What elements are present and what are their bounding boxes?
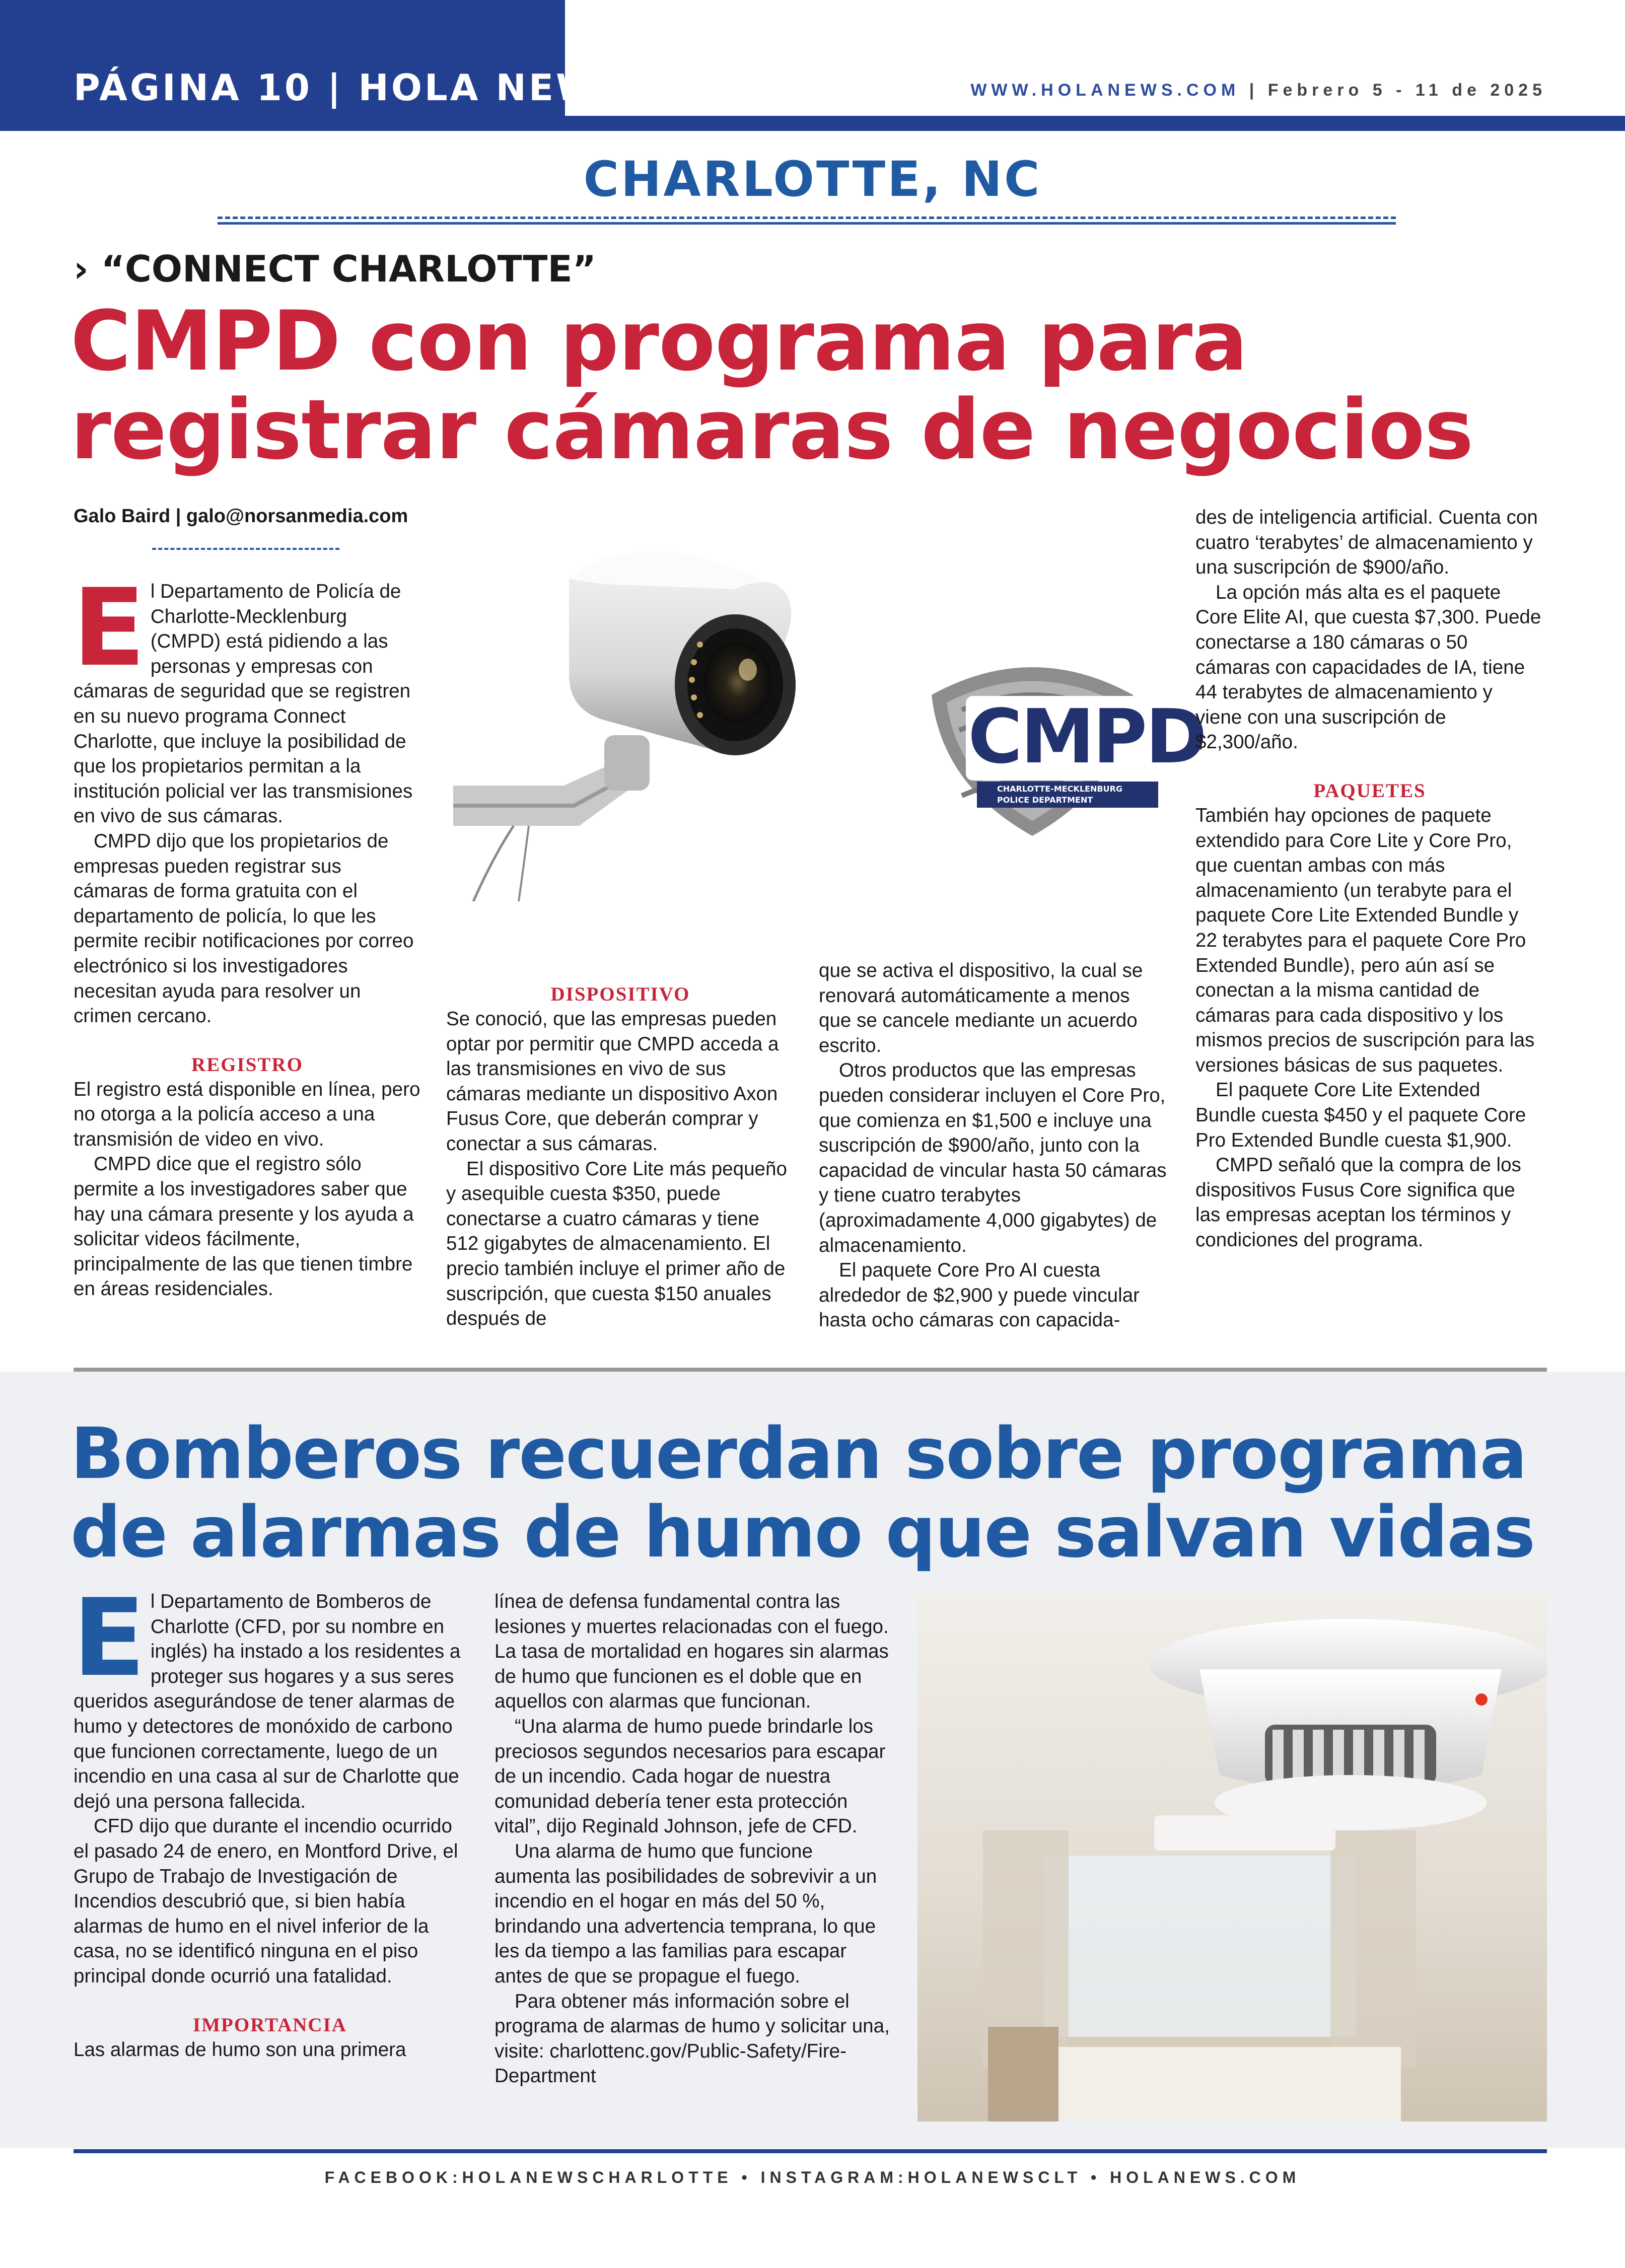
paragraph: El paquete Core Pro AI cuesta alrededor de $2,900 y puede vincular hasta ocho cámaras con capacida- bbox=[819, 1259, 1140, 1331]
paragraph: CMPD señaló que la compra de los dispositivos Fusus Core significa que las empresas aceptan los términos y condiciones del programa. bbox=[1195, 1154, 1521, 1251]
byline: Galo Baird | galo@norsanmedia.com bbox=[74, 506, 408, 527]
footer-social: FACEBOOK:HOLANEWSCHARLOTTE • INSTAGRAM:HOLANEWSCLT • HOLANEWS.COM bbox=[324, 2168, 1301, 2186]
section-title: CHARLOTTE, NC bbox=[583, 151, 1042, 207]
paragraph: CMPD dijo que los propietarios de empresas pueden registrar sus cámaras de forma gratuita con el departamento de policía, lo que les permite recibir notificaciones por correo electrónico si los investigadores necesitan ayuda para resolver un crimen cercano. bbox=[74, 830, 414, 1027]
paragraph: La opción más alta es el paquete Core Elite AI, que cuesta $7,300. Puede conectarse a 180 cámaras o 50 cámaras con capacidades de IA, tiene 44 terabytes de almacenamiento y viene con una suscripción de $2,300/año. bbox=[1195, 581, 1541, 753]
issue-date: Febrero 5 - 11 de 2025 bbox=[1267, 81, 1546, 100]
article1-column-3 bbox=[819, 958, 1167, 1333]
logo-text: CMPD bbox=[968, 693, 1206, 780]
article2-column-1 bbox=[73, 1576, 466, 2062]
drop-cap: E bbox=[73, 565, 146, 690]
site-url[interactable]: WWW.HOLANEWS.COM bbox=[970, 81, 1240, 100]
article1-column-4 bbox=[1195, 505, 1544, 1253]
article2-column-2 bbox=[494, 1589, 892, 2089]
paragraph: Para obtener más información sobre el programa de alarmas de humo y solicitar una, visite: charlottenc.gov/Public-Safety/Fire-Department bbox=[494, 1990, 890, 2087]
section-divider bbox=[218, 217, 1396, 225]
smoke-alarm-image bbox=[917, 1594, 1547, 2121]
logo-subtitle: CHARLOTTE-MECKLENBURG POLICE DEPARTMENT bbox=[977, 782, 1158, 808]
cmpd-logo bbox=[901, 650, 1206, 846]
article-kicker: › “CONNECT CHARLOTTE” bbox=[74, 248, 596, 290]
paragraph: línea de defensa fundamental contra las lesiones y muertes relacionadas con el fuego. La tasa de mortalidad en hogares sin alarmas de humo que funcionen es el doble que en aquellos con alarmas que funcionan. bbox=[494, 1591, 889, 1713]
subhead-paquetes: PAQUETES bbox=[1313, 779, 1426, 802]
footer-divider bbox=[74, 2149, 1547, 2153]
paragraph: CMPD dice que el registro sólo permite a los investigadores saber que hay una cámara presente y los ayuda a solicitar videos fácilmente, principalmente de las que tienen timbre en áreas residenciales. bbox=[74, 1153, 414, 1300]
header-bar bbox=[0, 116, 1625, 131]
page-label: PÁGINA 10 | HOLA NEWS bbox=[74, 66, 627, 109]
paragraph: El dispositivo Core Lite más pequeño y asequible cuesta $350, puede conectarse a cuatro cámaras y tiene 512 gigabytes de almacenamiento. El precio también incluye el primer año de suscripción, que cuesta $150 anuales después de bbox=[446, 1158, 787, 1330]
paragraph: Otros productos que las empresas pueden considerar incluyen el Core Pro, que comienza en $1,500 e incluye una suscripción de $900/año, junto con la capacidad de vincular hasta 50 cámaras y tiene cuatro terabytes (aproximadamente 4,000 gigabytes) de almacenamiento. bbox=[819, 1059, 1167, 1256]
subhead-registro: REGISTRO bbox=[191, 1053, 303, 1076]
paragraph: des de inteligencia artificial. Cuenta con cuatro ‘terabytes’ de almacenamiento y una suscripción de $900/año. bbox=[1195, 507, 1538, 579]
article1-column-2 bbox=[446, 982, 795, 1331]
article2-headline: Bomberos recuerdan sobre programa de alarmas de humo que salvan vidas bbox=[70, 1413, 1535, 1574]
paragraph: Una alarma de humo que funcione aumenta las posibilidades de sobrevivir a un incendio en el hogar en más del 50 %, brindando una advertencia temprana, lo que les da tiempo a las familias para escapar antes de que se propague el fuego. bbox=[494, 1840, 877, 1987]
paragraph: El registro está disponible en línea, pero no otorga a la policía acceso a una transmisión de video en vivo. bbox=[74, 1078, 420, 1150]
paragraph: CFD dijo que durante el incendio ocurrido el pasado 24 de enero, en Montford Drive, el Grupo de Trabajo de Investigación de Incendios descubrió que, si bien había alarmas de humo en el nivel inferior de la casa, no se identificó ninguna en el piso principal donde ocurrió una fatalidad. bbox=[74, 1815, 458, 1987]
subhead-importancia: IMPORTANCIA bbox=[193, 2014, 347, 2036]
paragraph: El Departamento de Bomberos de Charlotte (CFD, por su nombre en inglés) ha instado a los residentes a proteger sus hogares y a sus seres queridos asegurándose de tener alarmas de humo y detectores de monóxido de carbono que funcionen correctamente, luego de un incendio en una casa al sur de Charlotte que dejó una persona fallecida. bbox=[73, 1576, 461, 1812]
security-camera-image bbox=[453, 524, 823, 901]
paragraph: También hay opciones de paquete extendido para Core Lite y Core Pro, que cuentan ambas con más almacenamiento (un terabyte para el paquete Core Lite Extended Bundle y 22 terabytes para el paquete Core Pro Extended Bundle), pero aún así se conectan a la misma cantidad de cámaras para cada dispositivo y los mismos precios de suscripción para las versiones básicas de sus paquetes. bbox=[1195, 804, 1535, 1076]
paragraph: Las alarmas de humo son una primera bbox=[74, 2038, 406, 2061]
story-divider bbox=[74, 1368, 1547, 1372]
paragraph: que se activa el dispositivo, la cual se renovará automáticamente a menos que se cancele mediante un acuerdo escrito. bbox=[819, 960, 1143, 1056]
paragraph: Se conoció, que las empresas pueden optar por permitir que CMPD acceda a las transmisiones en vivo de sus cámaras mediante un dispositivo Axon Fusus Core, que deberán comprar y conectar a sus cámaras. bbox=[446, 1008, 779, 1155]
drop-cap: E bbox=[73, 1576, 146, 1700]
byline-divider bbox=[152, 548, 339, 550]
header-info bbox=[970, 81, 1546, 100]
header-separator: | bbox=[1249, 81, 1259, 100]
paragraph: El paquete Core Lite Extended Bundle cuesta $450 y el paquete Core Pro Extended Bundle cuesta $1,900. bbox=[1195, 1079, 1526, 1151]
page-tab bbox=[0, 0, 627, 116]
article-headline: CMPD con programa para registrar cámaras de negocios bbox=[70, 293, 1473, 478]
article1-column-1 bbox=[73, 565, 421, 1302]
subhead-dispositivo: DISPOSITIVO bbox=[550, 983, 690, 1005]
paragraph: El Departamento de Policía de Charlotte-Mecklenburg (CMPD) está pidiendo a las personas y empresas con cámaras de seguridad que se registren en su nuevo programa Connect Charlotte, que incluye la posibilidad de que los propietarios permitan a la institución policial ver las transmisiones en vivo de sus cámaras. bbox=[73, 565, 413, 827]
paragraph: “Una alarma de humo puede brindarle los preciosos segundos necesarios para escapar de un incendio. Cada hogar de nuestra comunidad debería tener esta protección vital”, dijo Reginald Johnson, jefe de CFD. bbox=[494, 1715, 886, 1837]
